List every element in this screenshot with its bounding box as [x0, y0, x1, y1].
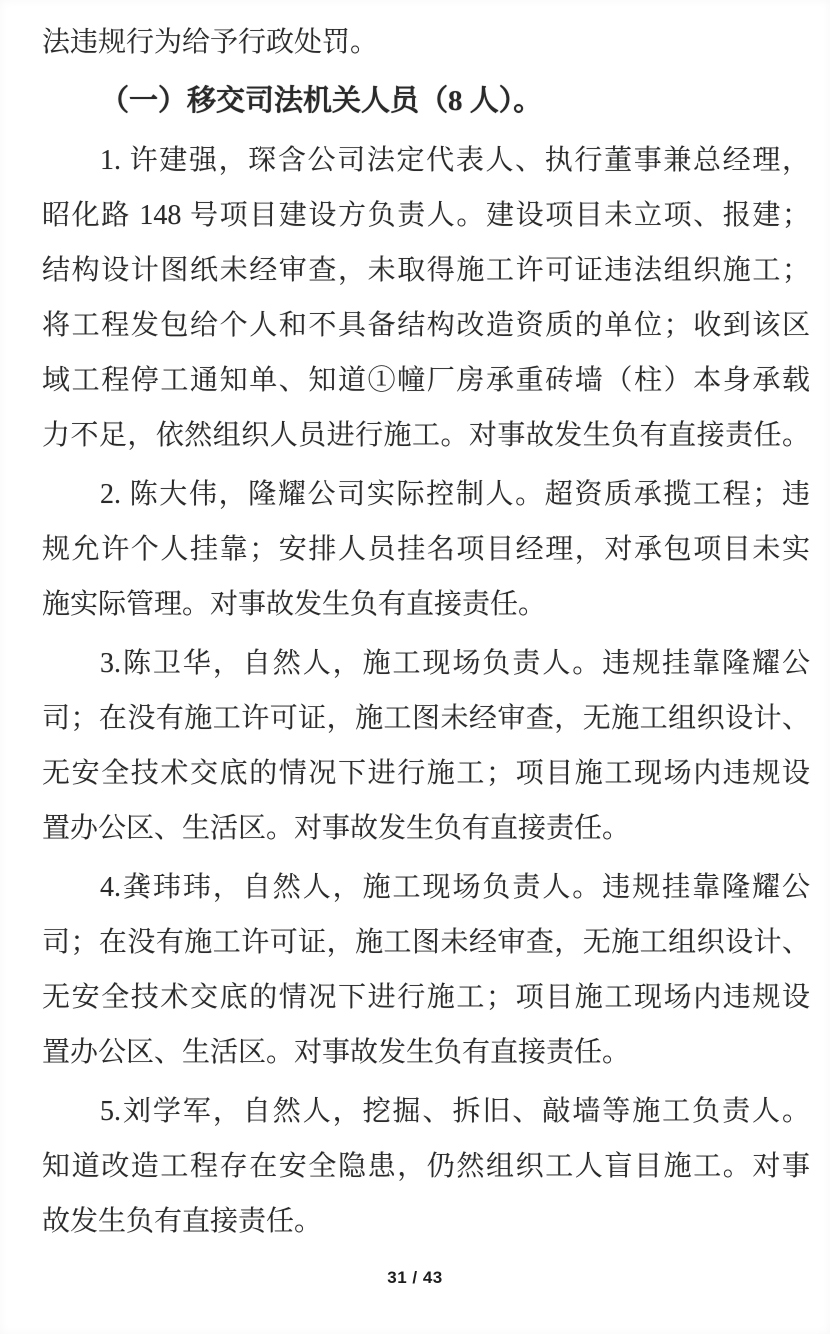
text-line: 无安全技术交底的情况下进行施工；项目施工现场内违规设: [42, 982, 810, 1013]
text-line: 置办公区、生活区。对事故发生负有直接责任。: [42, 1037, 631, 1068]
document-text-block: [42, 15, 810, 1249]
text-line: 1. 许建强，琛含公司法定代表人、执行董事兼总经理，: [100, 145, 810, 176]
text-line: 置办公区、生活区。对事故发生负有直接责任。: [42, 813, 631, 844]
text-line: 结构设计图纸未经审查，未取得施工许可证违法组织施工；: [42, 255, 810, 286]
text-line: 法违规行为给予行政处罚。: [42, 27, 379, 58]
text-line: 5.刘学军，自然人，挖掘、拆旧、敲墙等施工负责人。: [100, 1096, 810, 1127]
text-line: 4.龚玮玮，自然人，施工现场负责人。违规挂靠隆耀公: [100, 872, 810, 903]
page-number: 31 / 43: [387, 1268, 443, 1287]
text-line: 昭化路 148 号项目建设方负责人。建设项目未立项、报建；: [42, 200, 810, 231]
text-line: 2. 陈大伟，隆耀公司实际控制人。超资质承揽工程；违: [100, 479, 810, 510]
text-line: 无安全技术交底的情况下进行施工；项目施工现场内违规设: [42, 758, 810, 789]
text-line: 司；在没有施工许可证，施工图未经审查，无施工组织设计、: [42, 927, 810, 958]
text-line: 力不足，依然组织人员进行施工。对事故发生负有直接责任。: [42, 420, 810, 451]
text-line: 施实际管理。对事故发生负有直接责任。: [42, 589, 547, 620]
text-line: 故发生负有直接责任。: [42, 1206, 323, 1237]
section-heading: （一）移交司法机关人员（8 人）。: [100, 85, 543, 117]
text-line: 规允许个人挂靠；安排人员挂名项目经理，对承包项目未实: [42, 534, 810, 565]
text-line: 司；在没有施工许可证，施工图未经审查，无施工组织设计、: [42, 703, 810, 734]
text-line: 3.陈卫华，自然人，施工现场负责人。违规挂靠隆耀公: [100, 648, 810, 679]
text-line: 将工程发包给个人和不具备结构改造资质的单位；收到该区: [42, 310, 810, 341]
text-line: 知道改造工程存在安全隐患，仍然组织工人盲目施工。对事: [42, 1151, 810, 1182]
text-line: 域工程停工通知单、知道①幢厂房承重砖墙（柱）本身承载: [42, 365, 810, 396]
